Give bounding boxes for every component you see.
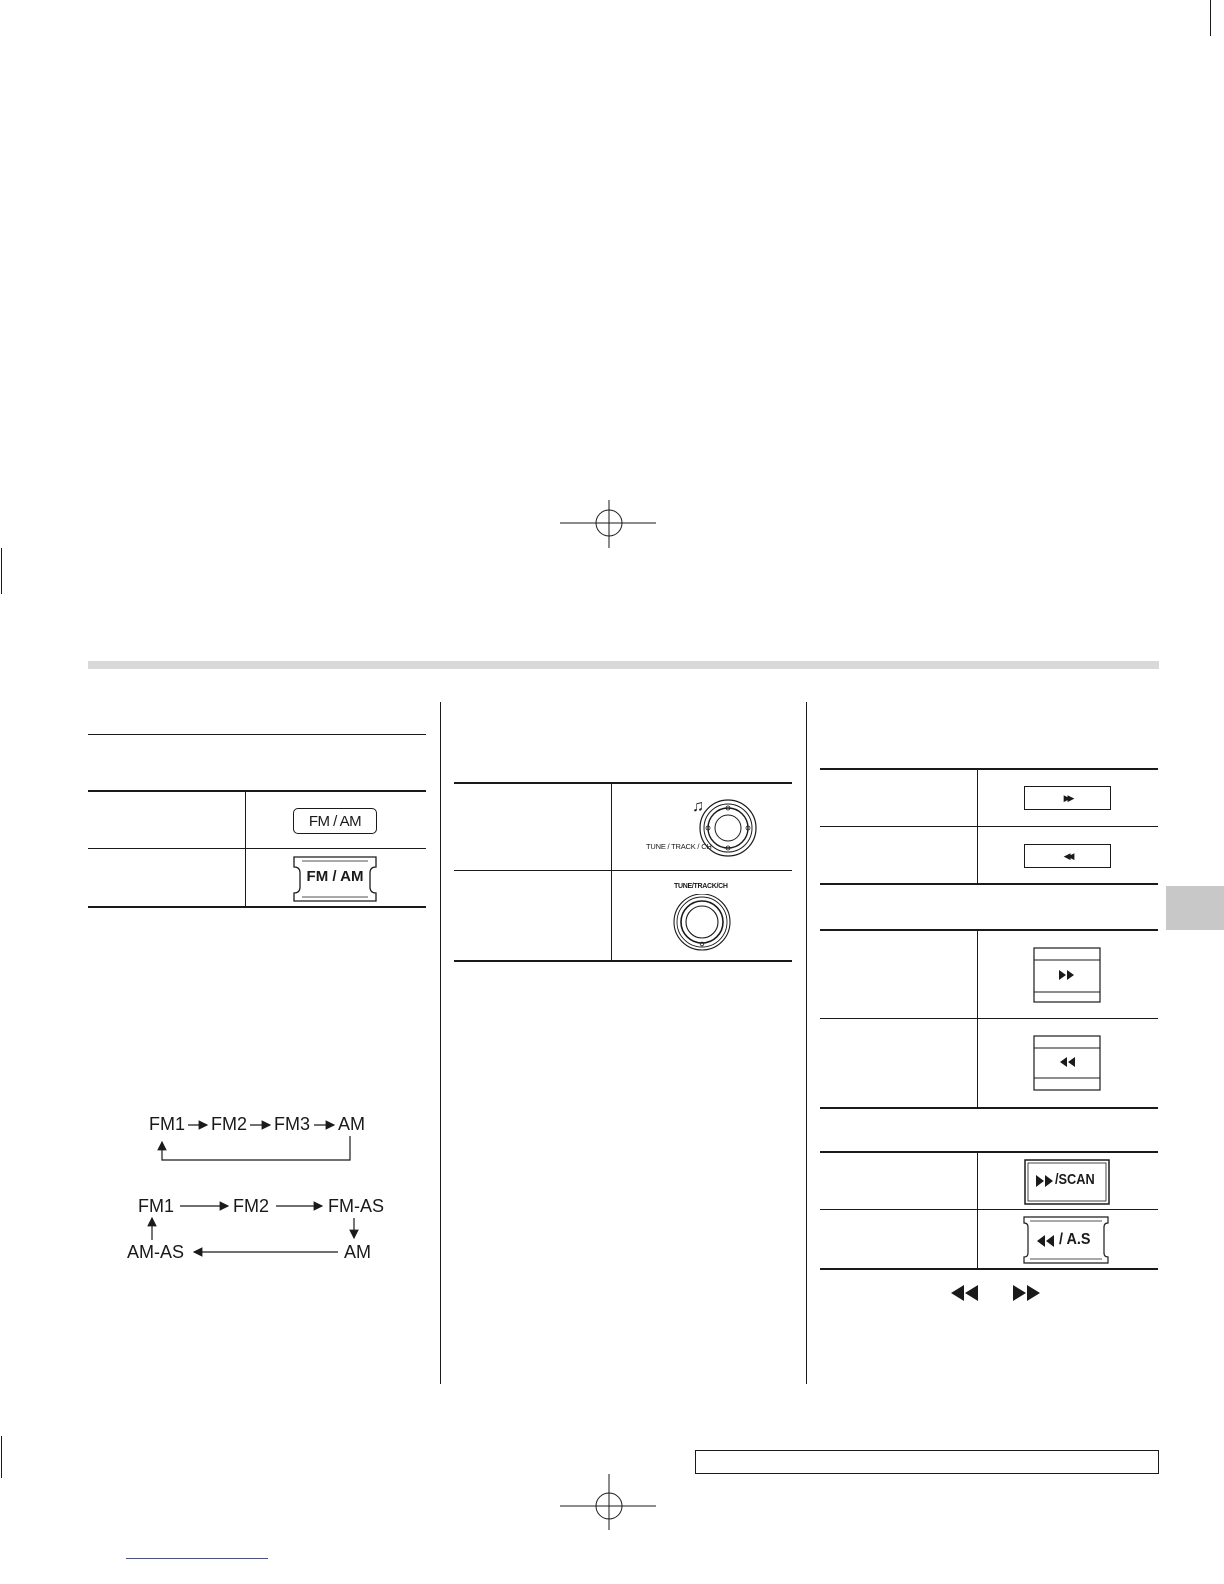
- col3-t2-top: [820, 929, 1158, 931]
- link-underline: [126, 1558, 268, 1559]
- flow-a-am: AM: [338, 1114, 365, 1134]
- col3-t3-bottom: [820, 1268, 1158, 1270]
- col1-table-bottom: [88, 906, 426, 908]
- rewind-button-slim: [1024, 844, 1111, 868]
- flow-b-am-as: AM-AS: [127, 1242, 185, 1262]
- header-bar: [88, 661, 1159, 669]
- flow-a-fm2: FM2: [211, 1114, 247, 1134]
- col3-t3-mid: [820, 1209, 1158, 1210]
- crop-mark-left-bottom: [1, 1436, 2, 1478]
- fast-forward-icon: ▶▶: [1063, 792, 1072, 803]
- side-tab: [1166, 886, 1224, 930]
- fast-forward-icon: [1036, 1175, 1053, 1187]
- rewind-icon: ◀◀: [1063, 850, 1072, 861]
- col1-table-divider: [245, 790, 246, 906]
- col3-t3-top: [820, 1151, 1158, 1153]
- col1-table-mid: [88, 848, 426, 849]
- flow-b-am: AM: [344, 1242, 371, 1262]
- col2-table-divider: [611, 782, 612, 960]
- col3-t2-bottom: [820, 1107, 1158, 1109]
- flow-a-arrows: [150, 1112, 370, 1164]
- tune-knob-2-label: TUNE/TRACK/CH: [674, 883, 728, 890]
- tune-knob-1-label: TUNE / TRACK / CH: [646, 842, 712, 851]
- col1-section-rule: [88, 734, 426, 735]
- col3-t1-bottom: [820, 883, 1158, 885]
- fast-forward-button-tall: [1032, 946, 1104, 1004]
- rewind-icon: [1060, 1057, 1075, 1067]
- scan-button-label: /SCAN: [1055, 1171, 1095, 1188]
- flow-b-arrows: [120, 1194, 400, 1266]
- fm-am-button-small: [293, 808, 377, 834]
- col2-table-mid: [454, 870, 792, 871]
- flow-a-fm1: FM1: [149, 1114, 185, 1134]
- crop-mark-left-top: [1, 548, 2, 594]
- footer-page-box: [695, 1450, 1159, 1474]
- col3-t1-top: [820, 768, 1158, 770]
- tune-knob-2: [670, 894, 734, 952]
- rewind-button-tall: [1032, 1034, 1104, 1092]
- crosshair-top: [560, 500, 660, 550]
- flow-b-fm1: FM1: [138, 1196, 174, 1216]
- auto-store-button-label: / A.S: [1059, 1231, 1091, 1248]
- col2-table-bottom: [454, 960, 792, 962]
- crosshair-bottom: [560, 1468, 660, 1532]
- col3-t1-divider: [977, 768, 978, 883]
- fm-am-button-small-label: FM / AM: [308, 812, 362, 830]
- col3-t2-divider: [977, 929, 978, 1107]
- col3-t1-mid: [820, 826, 1158, 827]
- column-divider-2: [806, 702, 807, 1384]
- fast-forward-icon: [1059, 970, 1074, 980]
- fast-forward-button-slim: [1024, 786, 1111, 810]
- flow-b-fm2: FM2: [233, 1196, 269, 1216]
- flow-b-fm-as: FM-AS: [328, 1196, 384, 1216]
- rewind-icon: [1037, 1235, 1054, 1247]
- column-divider-1: [440, 702, 441, 1384]
- music-note-icon: ♫: [692, 798, 704, 815]
- col3-t3-divider: [977, 1151, 978, 1268]
- crop-mark-right-top: [1210, 0, 1211, 36]
- col1-table-top: [88, 790, 426, 792]
- rewind-icon: [950, 1284, 980, 1302]
- col3-t2-mid: [820, 1018, 1158, 1019]
- fast-forward-icon: [1012, 1284, 1042, 1302]
- col2-table-top: [454, 782, 792, 784]
- fm-am-button-bold-label: FM / AM: [306, 868, 364, 885]
- flow-a-fm3: FM3: [274, 1114, 310, 1134]
